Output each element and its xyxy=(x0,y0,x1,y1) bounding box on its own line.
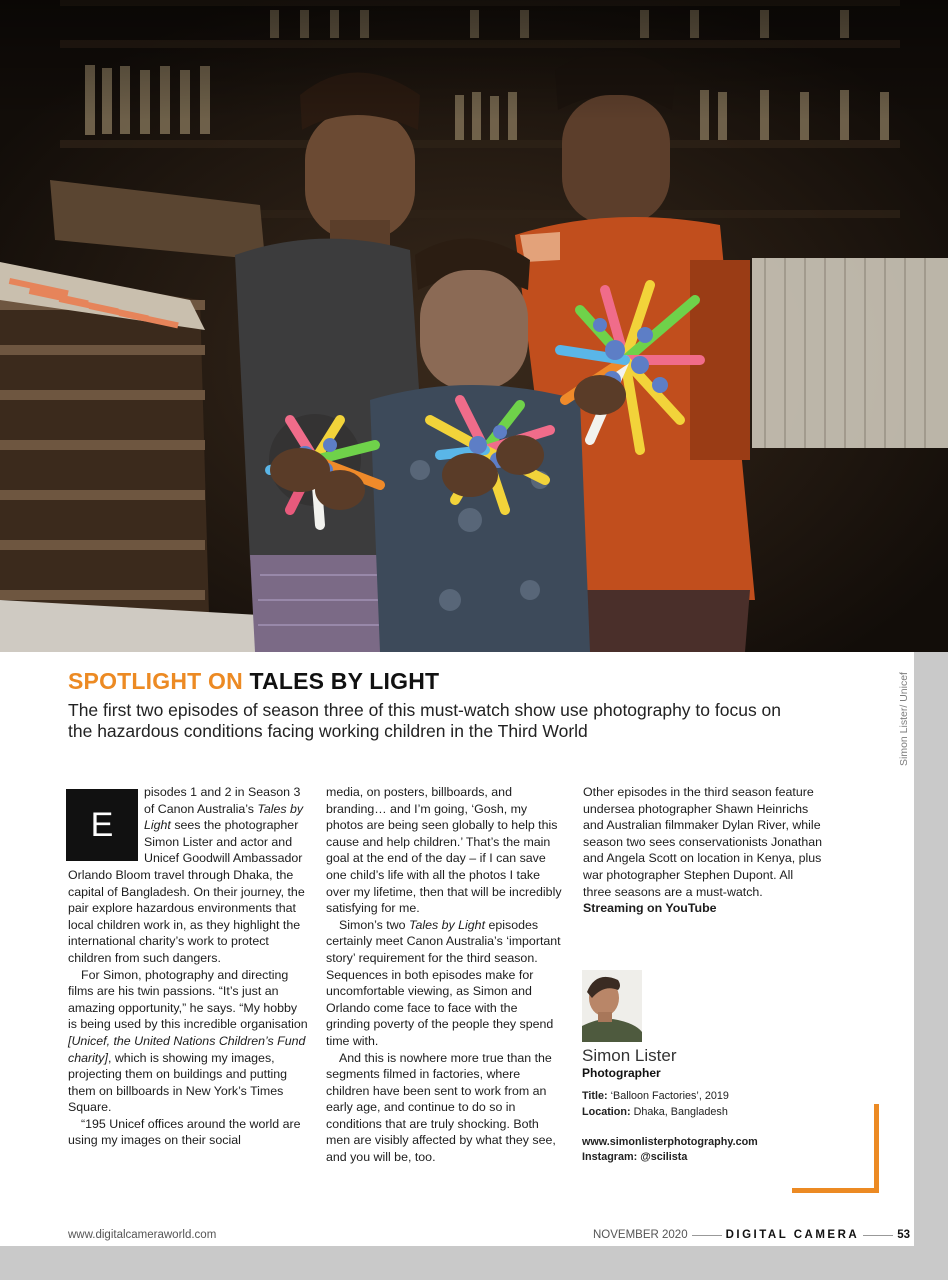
paragraph: pisodes 1 and 2 in Season 3 of Canon Australia’s Tales by Light sees the photographer Simon Lister and actor and Unicef Goodwill Ambassador Orlando Bloom travel through Dhaka, the capital of Bangladesh. On their journey, the pair explore hazardous environments that local children work in, as they highlight the international charity’s work to protect children from such dangers. xyxy=(68,785,305,965)
headline xyxy=(68,668,439,695)
headline-kicker: SPOTLIGHT ON xyxy=(68,668,243,694)
footer-website: www.digitalcameraworld.com xyxy=(68,1229,217,1241)
paragraph: media, on posters, billboards, and branding… and I’m going, ‘Gosh, my photos are being seen globally to help this cause and help children.’ That’s the main goal at the end of the day – if I can save one child’s life with all the photos I take over my lifetime, then that will be incredibly satisfying for me. xyxy=(326,785,562,916)
footer-folio xyxy=(593,1229,910,1241)
bio-instagram[interactable]: Instagram: @scilista xyxy=(582,1151,688,1163)
bio-location: Location: Dhaka, Bangladesh xyxy=(582,1106,728,1118)
paragraph: “195 Unicef offices around the world are using my images on their social xyxy=(68,1116,301,1148)
body-column-1 xyxy=(68,784,308,1149)
body-column-3 xyxy=(583,784,823,917)
paragraph: And this is nowhere more true than the segments filmed in factories, where children have been sent to work from an early age, and continue to do so in conditions that are truly shocking. Both men are visibly affected by what they see, and you will be, too. xyxy=(326,1050,556,1165)
footer-issue: NOVEMBER 2020 xyxy=(593,1229,688,1241)
right-edge-strip xyxy=(914,652,948,1280)
footer-rule xyxy=(863,1235,893,1236)
bio-website-link[interactable]: www.simonlisterphotography.com xyxy=(582,1136,758,1148)
body-column-2 xyxy=(326,784,562,1166)
footer-rule xyxy=(692,1235,722,1236)
footer-magazine: DIGITAL CAMERA xyxy=(725,1229,860,1241)
bio-title: Title: ‘Balloon Factories’, 2019 xyxy=(582,1090,729,1102)
paragraph: Simon’s two Tales by Light episodes certainly meet Canon Australia’s ‘important story’ requirement for the third season. Sequences in both episodes make for uncomfortable viewing, as Simon and Orlando come face to face with the grinding poverty of the people they spend time with. xyxy=(326,917,561,1048)
portrait-photo-icon xyxy=(582,970,642,1042)
bio-name: Simon Lister xyxy=(582,1046,677,1065)
standfirst: The first two episodes of season three of this must-watch show use photography to focus on the hazardous conditions facing working children in the Third World xyxy=(68,700,782,741)
headline-title: TALES BY LIGHT xyxy=(249,668,440,694)
drop-cap: E xyxy=(66,789,138,861)
streaming-note: Streaming on YouTube xyxy=(583,901,717,916)
accent-corner xyxy=(792,1104,879,1193)
avatar xyxy=(582,970,642,1042)
bottom-edge-strip xyxy=(0,1246,948,1280)
page-number: 53 xyxy=(897,1229,911,1241)
paragraph: Other episodes in the third season feature undersea photographer Shawn Heinrichs and Australian filmmaker Dylan River, while season two sees conservationists Jonathan and Angela Scott on location in Kenya, plus war photographer Stephen Dupont. All three seasons are a must-watch. xyxy=(583,785,823,899)
paragraph: For Simon, photography and directing films are his twin passions. “It’s just an amazing opportunity,” he says. “My hobby is being used by this incredible organisation [Unicef, the United Nations Children’s Fund charity], which is showing my images, projecting them on buildings and putting them on billboards in New York’s Times Square. xyxy=(68,967,308,1115)
photo-credit: Simon Lister/ Unicef xyxy=(898,672,910,766)
bio-role: Photographer xyxy=(582,1066,661,1080)
